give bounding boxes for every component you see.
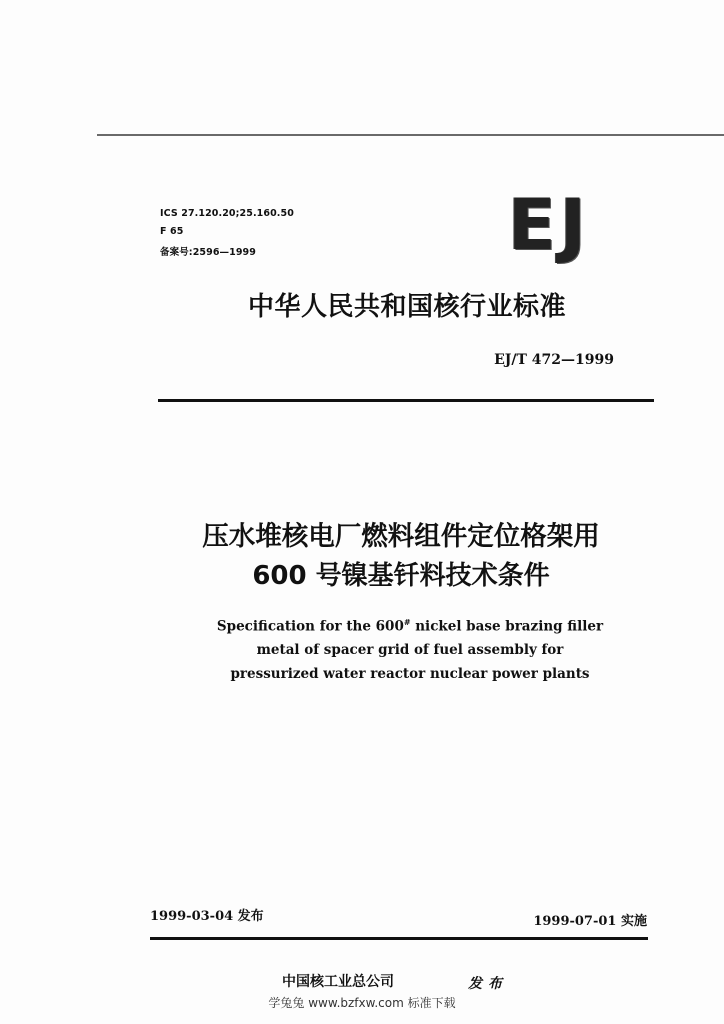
ics-code: ICS 27.120.20;25.160.50 [160,208,294,219]
issue-date: 1999-03-04 发布 [150,909,264,924]
national-standard-title: 中华人民共和国核行业标准 [247,292,566,322]
title-english-line-1-tail: nickel base brazing filler [410,618,604,635]
ccs-code: F 65 [160,226,184,237]
title-chinese-line-2: 600 号镍基钎料技术条件 [252,561,550,591]
title-english-line-1 [150,617,670,635]
footer-rule [150,937,648,940]
filing-number: 备案号:2596—1999 [160,247,256,258]
publish-label: 发布 [468,976,508,992]
ej-logo: EJ [508,184,590,266]
title-english-line-3: pressurized water reactor nuclear power plants [230,666,590,682]
title-chinese-line-1: 压水堆核电厂燃料组件定位格架用 [202,521,600,552]
title-english-line-1-text: Specification for the 600 [216,618,404,635]
header-rule [158,399,654,402]
watermark: 学兔兔 www.bzfxw.com 标准下载 [268,996,456,1010]
top-rule [97,134,724,136]
implementation-date: 1999-07-01 实施 [533,914,647,929]
title-english-superscript: # [403,617,411,627]
title-english-line-2: metal of spacer grid of fuel assembly for [256,642,564,658]
standard-number: EJ/T 472—1999 [494,352,614,368]
publisher: 中国核工业总公司 [282,974,394,990]
